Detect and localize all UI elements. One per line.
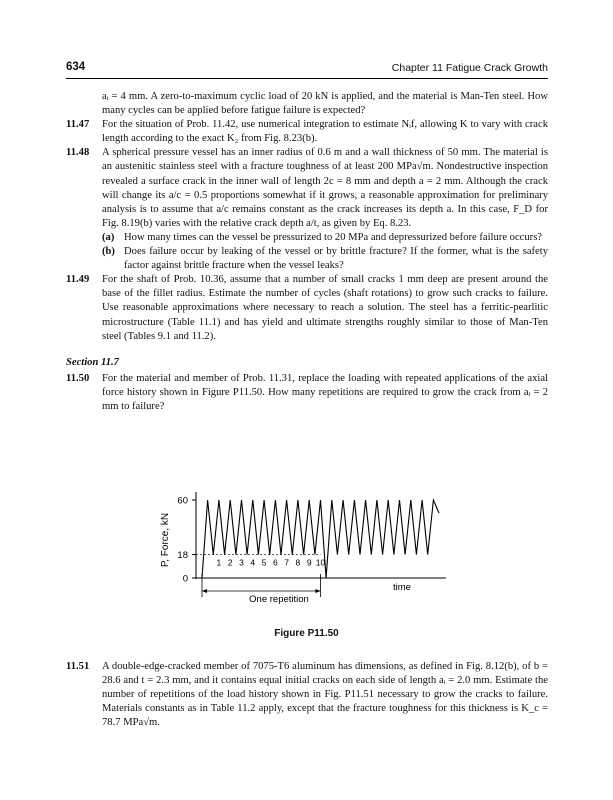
chart-axes: [177, 492, 446, 585]
chapter-title: Chapter 11 Fatigue Crack Growth: [391, 62, 548, 74]
problem-number: 11.49: [66, 274, 90, 286]
cycle-label: 3: [239, 557, 244, 568]
y-tick-label: 0: [182, 573, 188, 585]
problem-text: For the shaft of Prob. 10.36, assume that a number of small cracks 1 mm deep are present around the base of the fillet radius. Estimate the number of cycles (shaft rotations) to grow such cracks to failure. Use reasonable approximations where necessary to reach a solution. The steel has a ferritic-pearlitic microstructure (Table 11.1) and has yield and ultimate strengths roughly similar to those of Man-Ten steel (Tables 9.1 and 11.2).: [102, 274, 548, 342]
problem-number: 11.51: [66, 661, 90, 672]
problem-text: A double-edge-cracked member of 7075-T6 aluminum has dimensions, as defined in Fig. 8.12(b), of b = 28.6 and t = 2.3 mm, and it contains equal initial cracks on each side of length aᵢ = 2.0 mm. Estimate the number of repetitions of the load history shown in Fig. P11.51 necessary to grow the cracks to failure. Materials constants as in Table 11.2 apply, except that the fracture toughness for this thickness is K_c = 78.7 MPa√m.: [102, 661, 548, 729]
y-tick-label: 18: [177, 550, 188, 562]
problem-11-49: [66, 273, 548, 343]
repetition-arrow-right: [316, 589, 321, 593]
part-label: (b): [102, 246, 115, 258]
cycle-label: 1: [216, 557, 222, 568]
y-axis-label: P, Force, kN: [160, 512, 171, 568]
part-label: (a): [102, 231, 115, 243]
part-text: How many times can the vessel be pressurized to 20 MPa and depressurized before failure occurs?: [124, 231, 543, 243]
problem-text: For the material and member of Prob. 11.31, replace the loading with repeated applications of the axial force history shown in Figure P11.50. How many repetitions are required to grow the crack from aᵢ = 2 mm to failure?: [102, 373, 548, 413]
part-text: Does failure occur by leaking of the vessel or by brittle fracture? If the former, what is the safety factor against brittle fracture when the vessel leaks?: [124, 246, 548, 272]
repetition-arrow-left: [202, 589, 207, 593]
page-number: 634: [66, 61, 86, 73]
repetition-label: One repetition: [249, 594, 309, 605]
cycle-label: 9: [306, 557, 312, 568]
problem-11-48-part-b: [102, 245, 548, 273]
cycle-label: 4: [250, 557, 256, 568]
problem-11-50: [66, 372, 548, 414]
figure-caption: Figure P11.50: [274, 628, 339, 639]
x-axis-label: time: [393, 582, 411, 593]
problem-11-51-block: [66, 660, 548, 730]
cycle-label: 5: [261, 557, 267, 568]
problem-number: 11.50: [66, 373, 90, 384]
cycle-label: 7: [284, 557, 289, 568]
problem-text: For the situation of Prob. 11.42, use numerical integration to estimate Nᵢf, allowing K to vary with crack length according to the exact K₂ from Fig. 8.23(b).: [102, 119, 548, 145]
problems-block-top: [66, 90, 548, 344]
running-header: [66, 61, 548, 77]
section-heading: Section 11.7: [66, 357, 119, 368]
problem-number: 11.48: [66, 147, 90, 159]
cycle-label: 2: [227, 557, 233, 568]
chart-marks: [202, 558, 325, 597]
cycle-label: 10: [315, 557, 326, 568]
header-rule: [66, 78, 548, 79]
cycle-label: 6: [273, 557, 278, 568]
load-history-line: [202, 500, 439, 578]
problem-11-48-part-a: [102, 231, 548, 245]
y-tick-label: 60: [177, 495, 188, 507]
problem-11-47: [66, 118, 548, 146]
problem-11-51: [66, 660, 548, 730]
cycle-label: 8: [295, 557, 301, 568]
problem-text: A spherical pressure vessel has an inner radius of 0.6 m and a wall thickness of 50 mm. The material is an austenitic stainless steel with a fracture toughness of at least 200 MPa√m. Nondestructive inspection revealed a surface crack in the inner wall of length 2c = 8 mm and depth a = 2 mm. Although the crack will change its a/c = 0.5 proportions somewhat if it grows, a reasonable approximation for preliminary analysis is to assume that a/c remains constant as the crack increases its depth a. In this case, F_D for Fig. 8.19(b) varies with the relative crack depth a/t, as given by Eq. 8.23.: [102, 147, 548, 229]
problem-number: 11.47: [66, 119, 90, 131]
problem-11-50-block: [66, 372, 548, 414]
problem-11-48: [66, 146, 548, 231]
problem-continuation: aᵢ = 4 mm. A zero-to-maximum cyclic load of 20 kN is applied, and the material is Man-Ten steel. How many cycles can be applied before fatigue failure is expected?: [102, 91, 548, 117]
